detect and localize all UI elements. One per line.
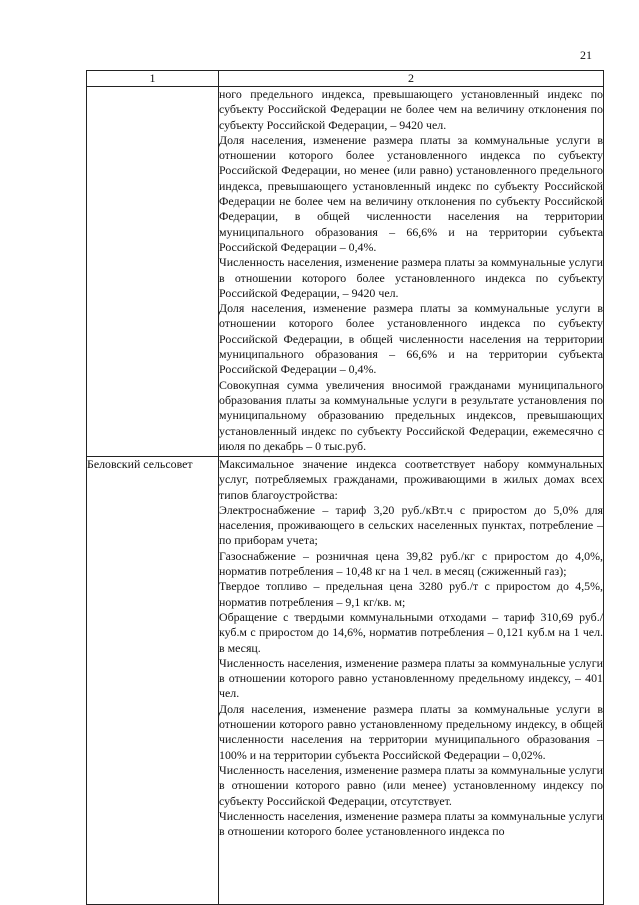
region-cell <box>87 87 219 457</box>
paragraph: Доля населения, изменение размера платы за коммунальные услуги в отношении которого более установленного индекса по субъекту Российской Федерации, но менее (или равно) установленного предельного индекса, превышающего установленный индекс по субъекту Российской Федерации не более чем на величину отклонения по субъекту Российской Федерации, в общей численности населения на территории муниципального образования – 66,6% и на территории субъекта Российской Федерации – 0,4%. <box>219 132 603 254</box>
paragraph: Численность населения, изменение размера платы за коммунальные услуги в отношении которого равно (или менее) установленному индексу по субъекту Российской Федерации, отсутствует. <box>219 762 603 808</box>
paragraph: Обращение с твердыми коммунальными отходами – тариф 310,69 руб./куб.м с приростом до 14,6%, норматив потребления – 0,121 куб.м на 1 чел. в месяц. <box>219 609 603 655</box>
table-row <box>87 457 604 905</box>
paragraph: Твердое топливо – предельная цена 3280 руб./т с приростом до 4,5%, норматив потребления – 9,1 кг/кв. м; <box>219 579 603 609</box>
table-header-row <box>87 71 604 87</box>
description-cell <box>219 87 604 457</box>
data-table <box>86 70 604 905</box>
table-row <box>87 87 604 457</box>
description-cell <box>219 457 604 905</box>
paragraph: Численность населения, изменение размера платы за коммунальные услуги в отношении которого равно установленному предельному индексу, – 401 чел. <box>219 655 603 701</box>
paragraph: Численность населения, изменение размера платы за коммунальные услуги в отношении которого более установленного индекса по <box>219 808 603 839</box>
paragraph: Электроснабжение – тариф 3,20 руб./кВт.ч с приростом до 5,0% для населения, проживающего в сельских населенных пунктах, потребление – по приборам учета; <box>219 502 603 548</box>
column-header-2: 2 <box>219 71 604 87</box>
column-header-1: 1 <box>87 71 219 87</box>
paragraph: Численность населения, изменение размера платы за коммунальные услуги в отношении которого более установленного индекса по субъекту Российской Федерации, – 9420 чел. <box>219 255 603 300</box>
paragraph: Совокупная сумма увеличения вносимой гражданами муниципального образования платы за коммунальные услуги в результате установления по муниципальному образованию предельных индексов, превышающих установленный индекс по субъекту Российской Федерации, ежемесячно с июля по декабрь – 0 тыс.руб. <box>219 377 603 453</box>
paragraph: ного предельного индекса, превышающего установленный индекс по субъекту Российской Федерации не более чем на величину отклонения по субъекту Российской Федерации, – 9420 чел. <box>219 87 603 132</box>
paragraph: Доля населения, изменение размера платы за коммунальные услуги в отношении которого равно установленному предельному индексу, в общей численности населения на территории муниципального образования – 100% и на территории субъекта Российской Федерации – 0,02%. <box>219 701 603 762</box>
paragraph: Газоснабжение – розничная цена 39,82 руб./кг с приростом до 4,0%, норматив потребления – 10,48 кг на 1 чел. в месяц (сжиженный газ); <box>219 548 603 579</box>
paragraph: Максимальное значение индекса соответствует набору коммунальных услуг, потребляемых гражданами, проживающими в жилых домах всех типов благоустройства: <box>219 457 603 502</box>
paragraph: Доля населения, изменение размера платы за коммунальные услуги в отношении которого более установленного индекса по субъекту Российской Федерации, в общей численности населения на территории муниципального образования – 66,6% и на территории субъекта Российской Федерации – 0,4%. <box>219 301 603 377</box>
region-cell: Беловский сельсовет <box>87 457 219 905</box>
page-number: 21 <box>580 48 592 62</box>
